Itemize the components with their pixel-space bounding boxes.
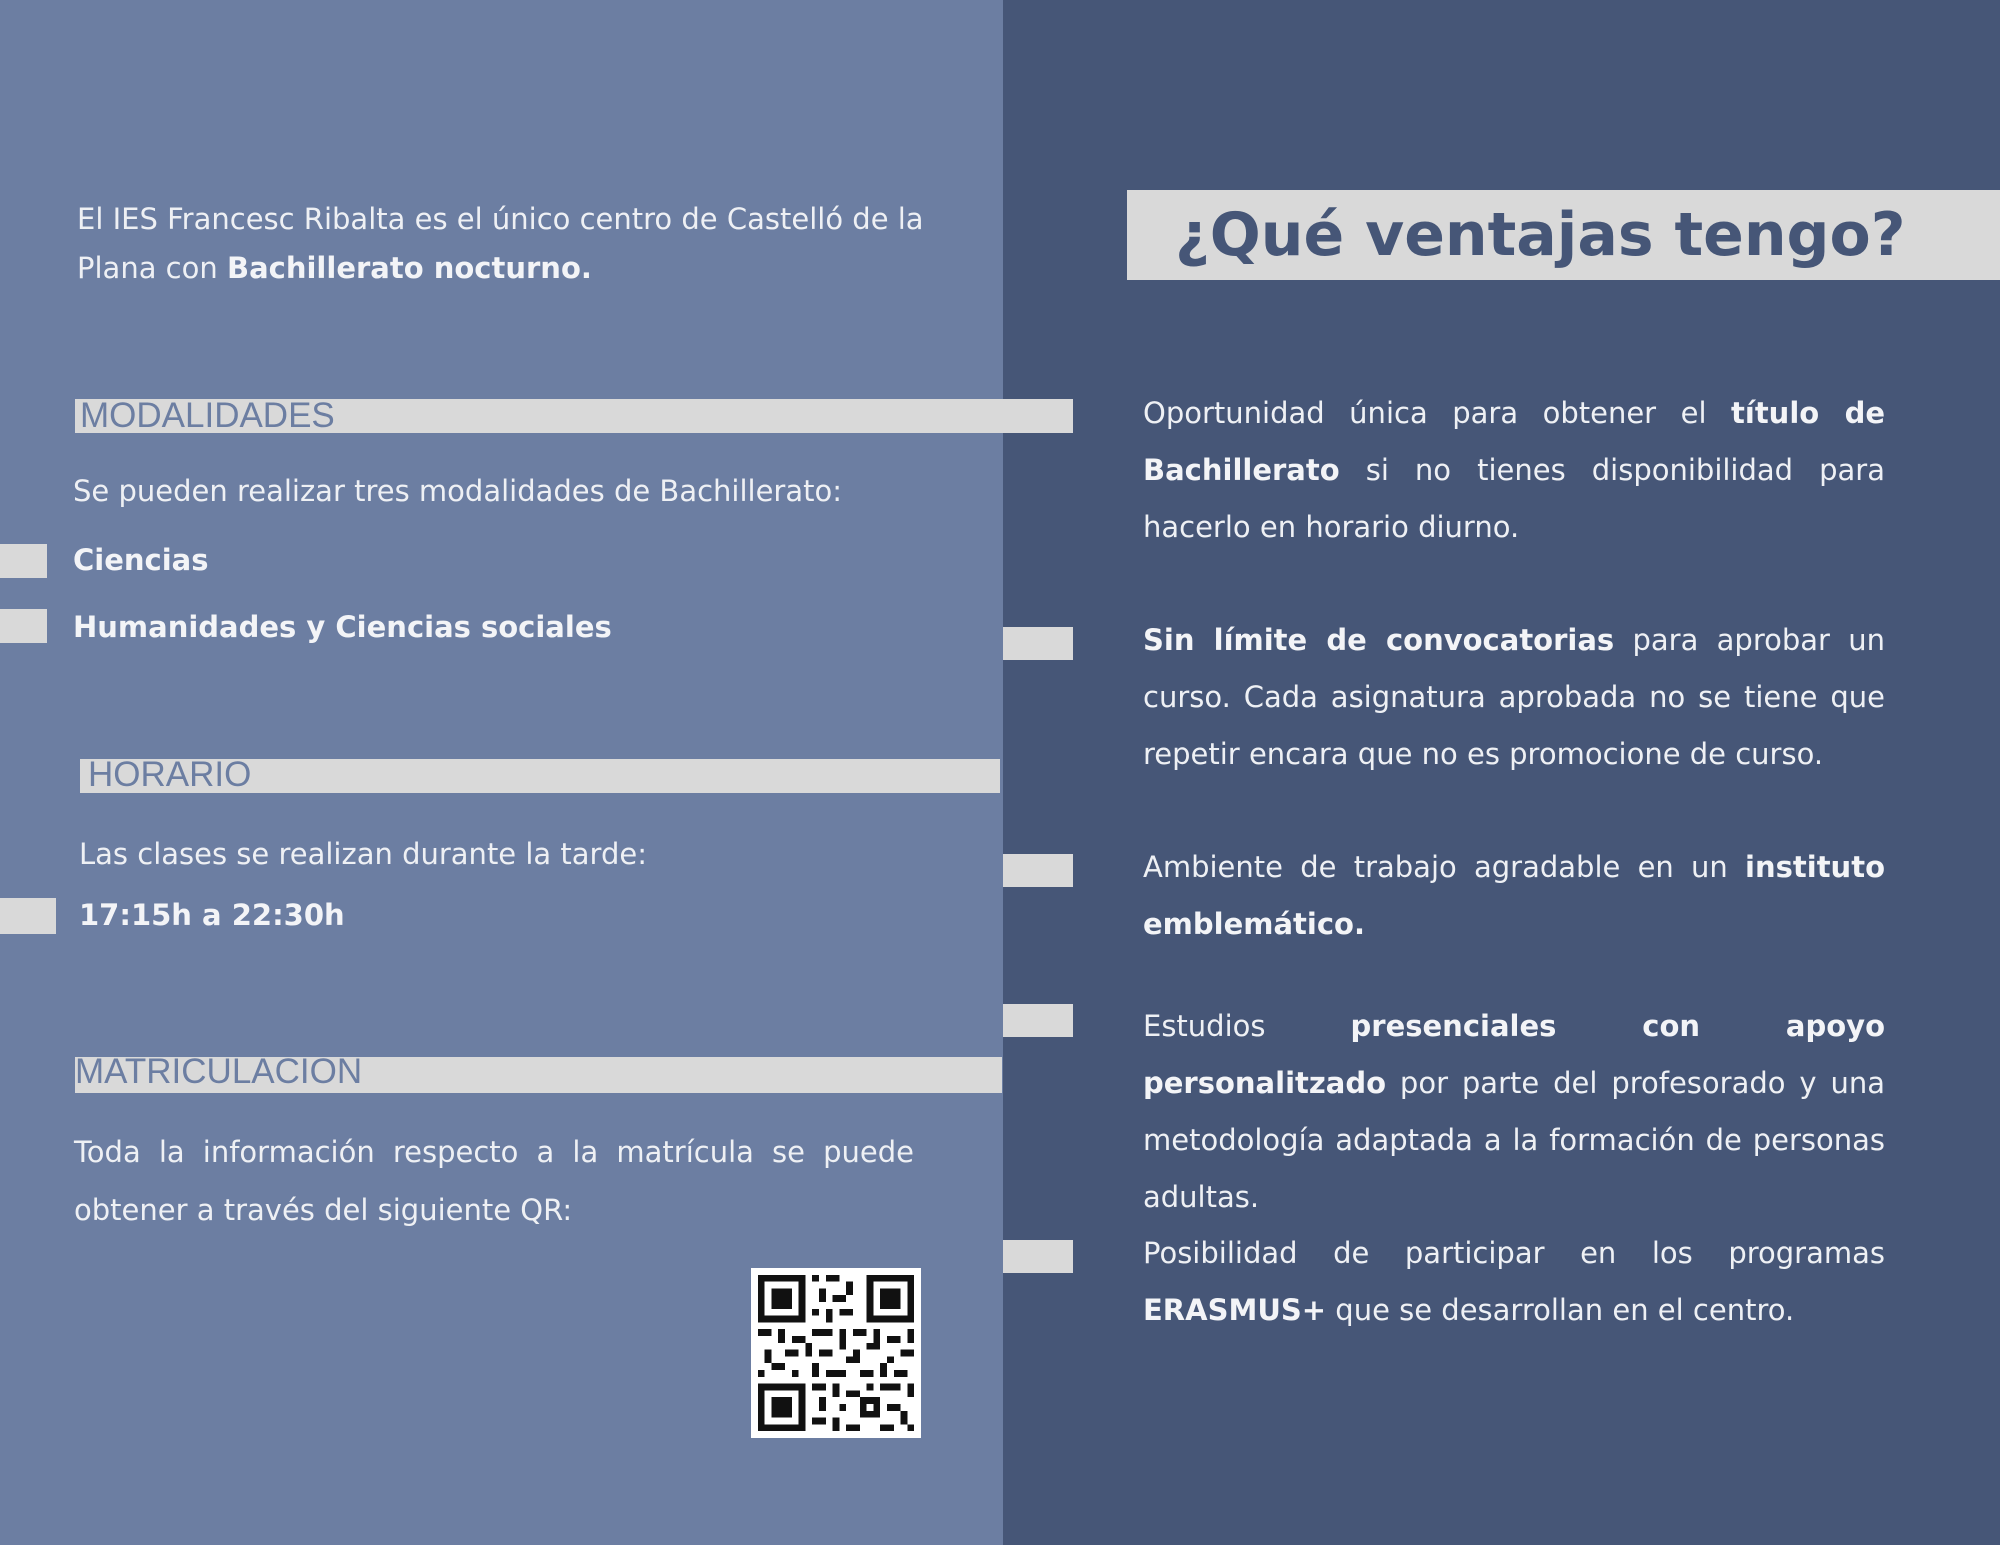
horario-marker xyxy=(0,898,56,934)
ciencias-marker xyxy=(0,544,47,578)
ventaja-2-marker xyxy=(1003,627,1073,660)
matriculacion-heading: MATRICULACIÓN xyxy=(75,1052,363,1091)
horario-heading: HORARIO xyxy=(88,755,252,794)
qr-code-icon[interactable] xyxy=(751,1268,921,1438)
modalidades-description: Se pueden realizar tres modalidades de Bachillerato: xyxy=(73,474,843,508)
ventaja-4-text-a: Estudios xyxy=(1143,1009,1351,1043)
ventaja-1-text-b: si no tienes disponibilidad para hacerlo en horario diurno. xyxy=(1143,453,1885,544)
ventaja-3-bold: instituto emblemático. xyxy=(1143,850,1885,941)
ventaja-4-text-b: por parte del profesorado y una metodología adaptada a la formación de personas adultas. xyxy=(1143,1066,1885,1214)
horario-description: Las clases se realizan durante la tarde: xyxy=(79,837,647,871)
humanidades-marker xyxy=(0,609,47,643)
ventaja-item-5 xyxy=(1143,1225,1885,1339)
ventaja-item-3 xyxy=(1143,839,1885,953)
ventaja-item-1 xyxy=(1143,385,1885,556)
ventaja-2-text: para aprobar un curso. Cada asignatura aprobada no se tiene que repetir encara que no es promocione de curso. xyxy=(1143,623,1885,771)
intro-text-plain: El IES Francesc Ribalta es el único centro de Castelló de la Plana con xyxy=(77,202,924,285)
ventaja-5-text-b: que se desarrollan en el centro. xyxy=(1326,1293,1795,1327)
ventaja-3-marker xyxy=(1003,854,1073,887)
modalidades-heading: MODALIDADES xyxy=(80,396,335,435)
modalidad-ciencias: Ciencias xyxy=(73,543,209,577)
ventaja-2-bold: Sin límite de convocatorias xyxy=(1143,623,1615,657)
ventajas-title: ¿Qué ventajas tengo? xyxy=(1175,200,1906,270)
ventaja-5-marker xyxy=(1003,1240,1073,1273)
ventaja-4-bold: presenciales con apoyo personalitzado xyxy=(1143,1009,1886,1100)
ventaja-3-text: Ambiente de trabajo agradable en un xyxy=(1143,850,1746,884)
intro-text xyxy=(77,195,957,293)
ventaja-1-text-a: Oportunidad única para obtener el xyxy=(1143,396,1732,430)
horario-time: 17:15h a 22:30h xyxy=(79,898,345,932)
ventaja-5-text-a: Posibilidad de participar en los programas xyxy=(1143,1236,1885,1270)
ventajas-title-box xyxy=(1127,190,2000,280)
modalidad-humanidades: Humanidades y Ciencias sociales xyxy=(73,610,612,644)
ventaja-4-marker xyxy=(1003,1004,1073,1037)
matriculacion-description: Toda la información respecto a la matrícula se puede obtener a través del siguiente QR: xyxy=(74,1135,914,1227)
ventaja-5-bold: ERASMUS+ xyxy=(1143,1293,1327,1327)
ventaja-item-2 xyxy=(1143,612,1885,783)
ventaja-1-bold: título de Bachillerato xyxy=(1143,396,1886,487)
intro-text-bold: Bachillerato nocturno. xyxy=(226,251,592,285)
ventaja-item-4 xyxy=(1143,998,1885,1226)
